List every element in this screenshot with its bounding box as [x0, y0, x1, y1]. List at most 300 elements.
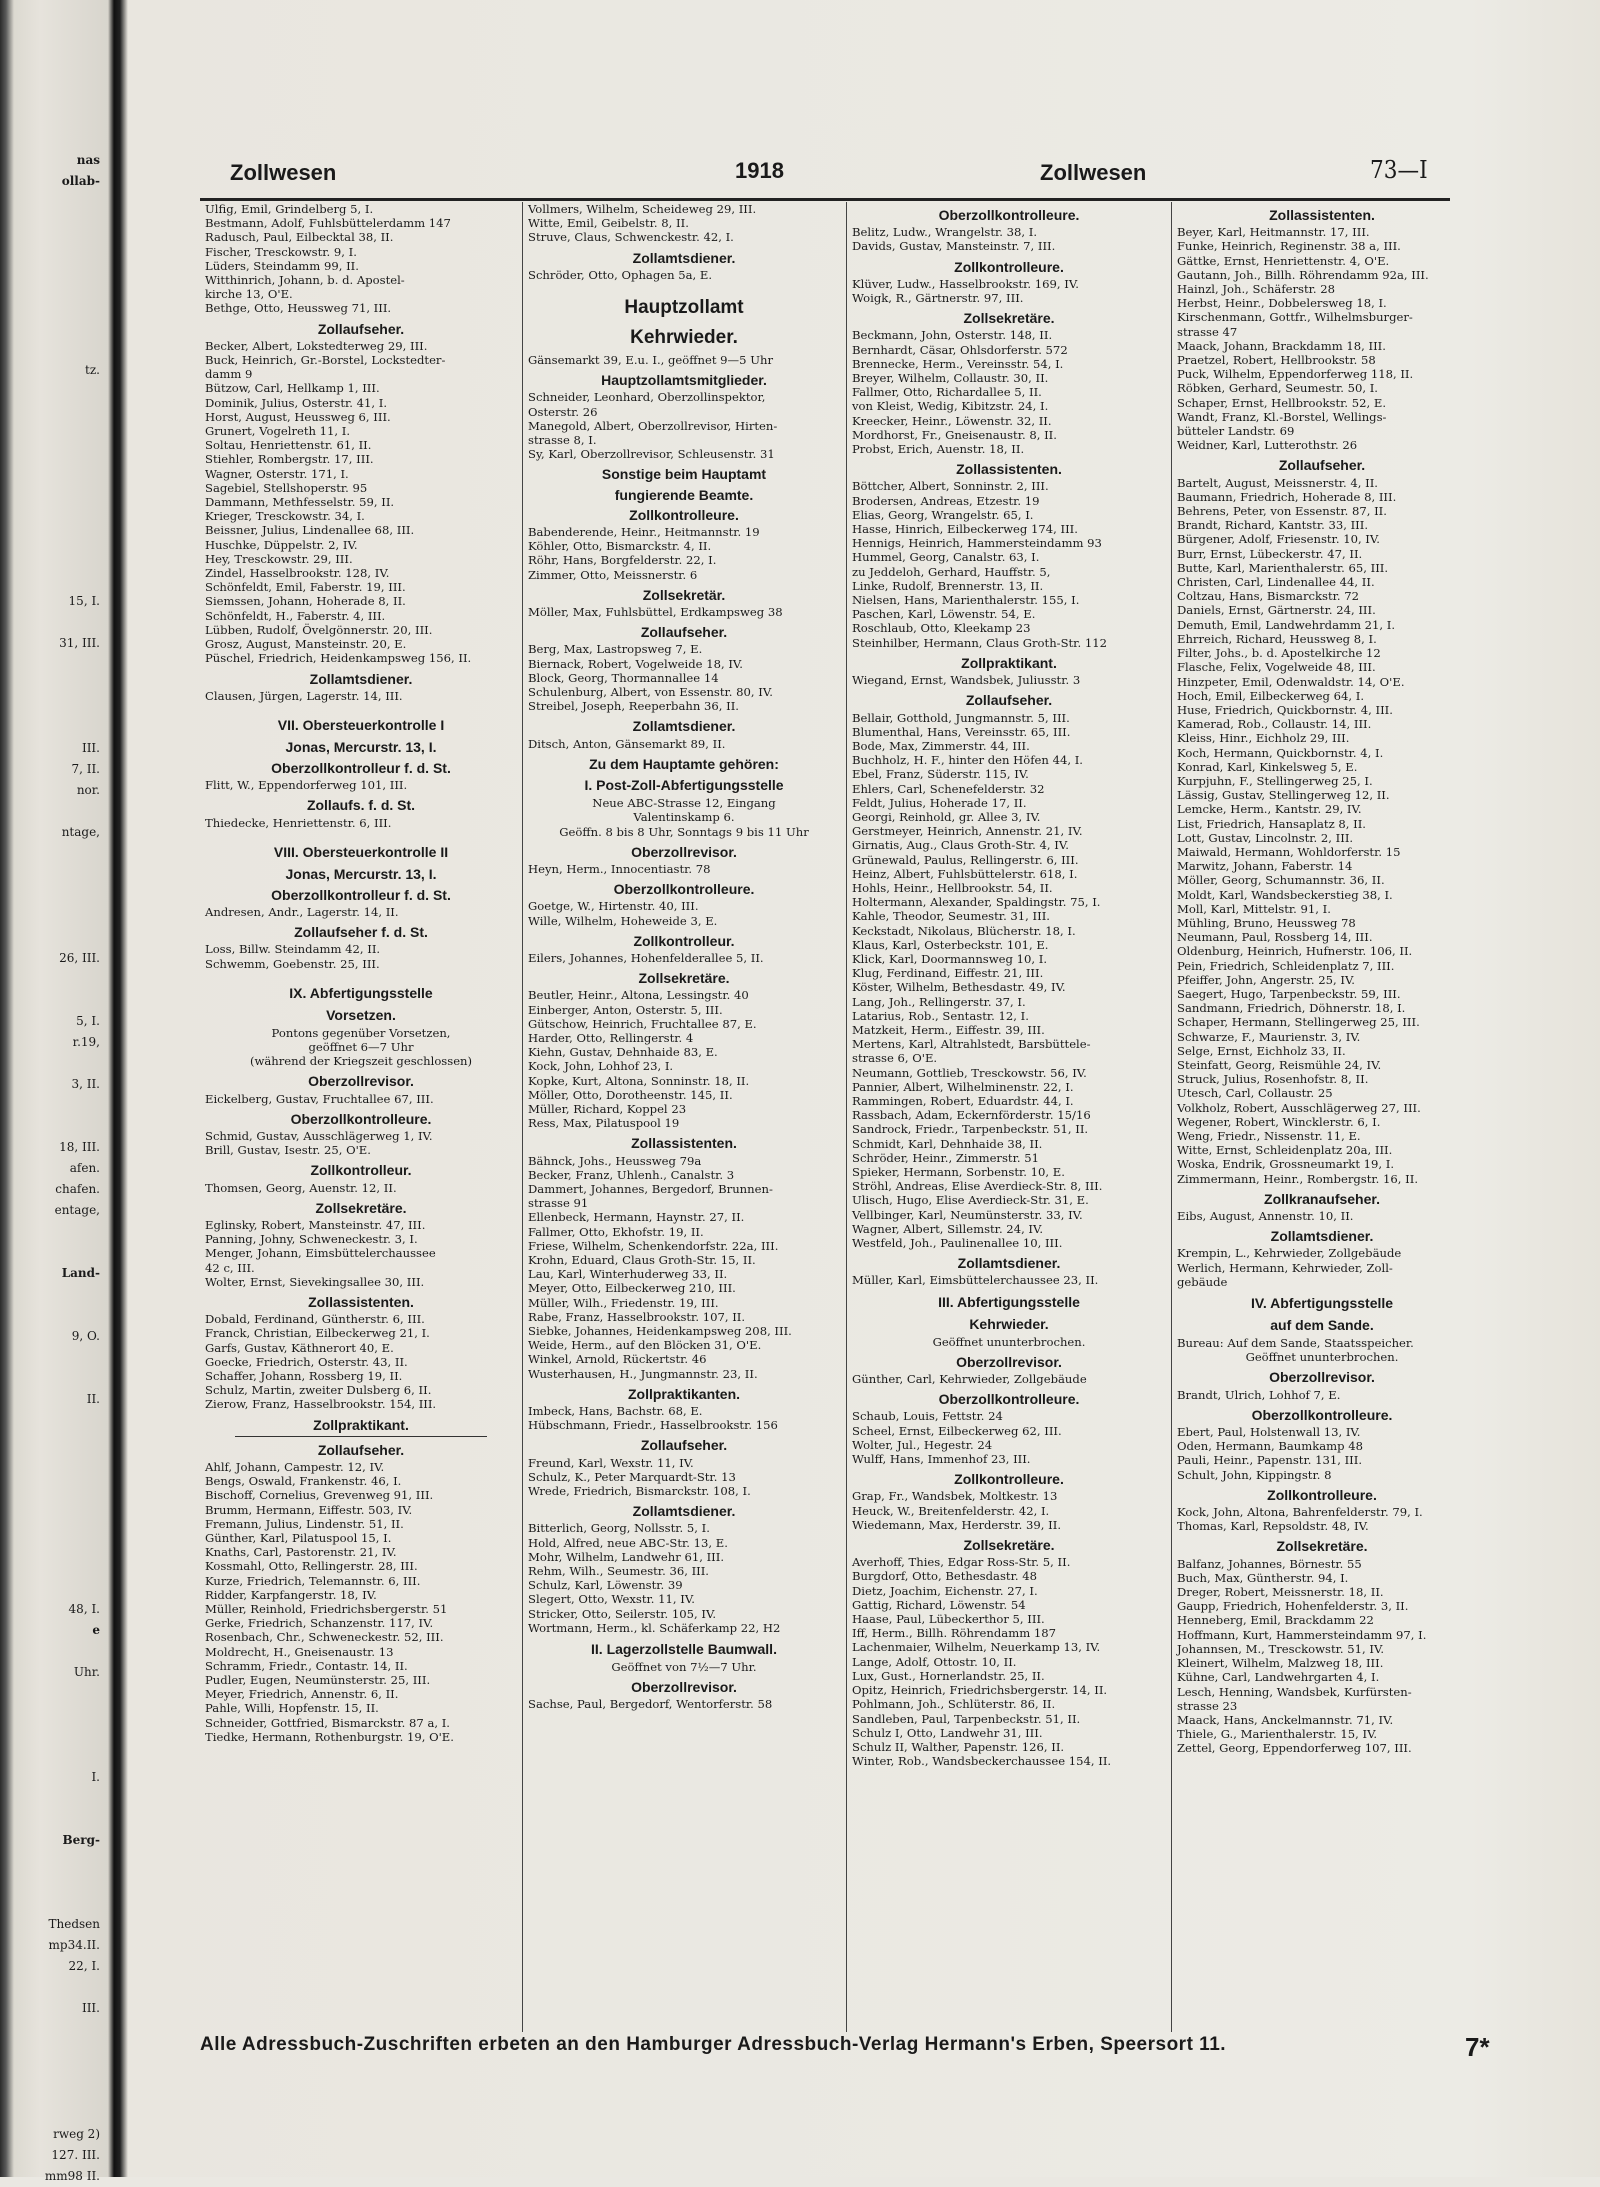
directory-entry: Fallmer, Otto, Ekhofstr. 19, II.	[528, 1224, 704, 1239]
directory-entry: Fallmer, Otto, Richardallee 5, II.	[852, 385, 1042, 400]
directory-entry: Maiwald, Hermann, Wohldorferstr. 15	[1177, 844, 1401, 859]
directory-entry: Iff, Herm., Billh. Röhrendamm 187	[852, 1626, 1056, 1641]
left-page-fragment	[0, 654, 100, 675]
directory-entry: Sandleben, Paul, Tarpenbeckstr. 51, II.	[852, 1711, 1081, 1726]
left-page-fragment	[0, 990, 100, 1011]
left-page-fragment	[0, 1578, 100, 1599]
section-heading: Zollkontrolleure.	[629, 506, 739, 523]
directory-entry: Lemcke, Herm., Kantstr. 29, IV.	[1177, 802, 1362, 817]
section-heading: Oberzollkontrolleur f. d. St.	[271, 759, 451, 776]
section-heading: Zollpraktikanten.	[627, 1385, 741, 1402]
directory-entry: Dietz, Joachim, Eichenstr. 27, I.	[852, 1583, 1038, 1598]
directory-entry: Osterstr. 26	[528, 404, 598, 419]
directory-entry: Harder, Otto, Rellingerstr. 4	[528, 1030, 694, 1045]
directory-entry: Hübschmann, Friedr., Hasselbrookstr. 156	[528, 1418, 778, 1433]
directory-entry: Brill, Gustav, Isestr. 25, O'E.	[205, 1143, 371, 1158]
directory-entry: Gerke, Friedrich, Schanzenstr. 117, IV.	[205, 1616, 434, 1631]
directory-entry: Schulz I, Otto, Landwehr 31, III.	[852, 1725, 1043, 1740]
office-title: Hauptzollamt	[624, 297, 744, 319]
section-gap	[205, 703, 517, 711]
left-page-fragment: 48, I.	[68, 1602, 100, 1616]
left-page-fragment	[0, 381, 100, 402]
left-page-fragment	[0, 1788, 100, 1809]
directory-entry: Kreecker, Heinr., Löwenstr. 32, II.	[852, 413, 1052, 428]
directory-entry: Puck, Wilhelm, Eppendorferweg 118, II.	[1177, 367, 1414, 382]
directory-entry: Wortmann, Herm., kl. Schäferkamp 22, H2	[528, 1620, 781, 1635]
section-heading: Zollsekretäre.	[638, 970, 730, 987]
left-page-fragment	[0, 528, 100, 549]
directory-entry: Butte, Karl, Marienthalerstr. 65, III.	[1177, 560, 1389, 575]
directory-entry: strasse 8, I.	[528, 433, 597, 448]
header-left-title: Zollwesen	[230, 160, 337, 185]
left-page-fragment	[0, 864, 100, 885]
directory-entry: Witte, Emil, Geibelstr. 8, II.	[528, 216, 689, 231]
directory-entry: Brodersen, Andreas, Etzestr. 19	[852, 493, 1040, 508]
directory-entry: Stiehler, Rombergstr. 17, III.	[205, 452, 374, 467]
section-heading: Zollaufseher f. d. St.	[294, 924, 428, 941]
left-page-fragment: tz.	[85, 363, 100, 377]
directory-entry: Bureau: Auf dem Sande, Staatsspeicher.	[1177, 1336, 1414, 1351]
directory-entry: Weide, Herm., auf den Blöcken 31, O'E.	[528, 1338, 762, 1353]
directory-entry: Schneider, Gottfried, Bismarckstr. 87 a, I.	[205, 1715, 450, 1730]
directory-entry: Moldt, Karl, Wandsbeckerstieg 38, I.	[1177, 887, 1393, 902]
directory-entry: Radusch, Paul, Eilbecktal 38, II.	[205, 230, 394, 245]
left-page-fragment	[0, 1494, 100, 1515]
directory-entry: Rabe, Franz, Hasselbrookstr. 107, II.	[528, 1309, 746, 1324]
directory-entry: Gänsemarkt 39, E.u. I., geöffnet 9—5 Uhr	[528, 353, 773, 368]
left-page-fragment	[0, 1746, 100, 1767]
left-page-fragment	[0, 486, 100, 507]
section-heading: Oberzollkontrolleure.	[938, 207, 1080, 223]
directory-entry: Köhler, Otto, Bismarckstr. 4, II.	[528, 539, 712, 554]
directory-entry: Babenderende, Heinr., Heitmannstr. 19	[528, 525, 760, 540]
directory-entry: Belitz, Ludw., Wrangelstr. 38, I.	[852, 225, 1038, 240]
directory-entry: Müller, Reinhold, Friedrichsbergerstr. 51	[205, 1602, 448, 1617]
directory-entry: Bischoff, Cornelius, Grevenweg 91, III.	[205, 1488, 434, 1503]
directory-entry: Ebel, Franz, Süderstr. 115, IV.	[852, 767, 1029, 782]
directory-entry: Eglinsky, Robert, Mansteinstr. 47, III.	[205, 1217, 426, 1232]
directory-entry: Berg, Max, Lastropsweg 7, E.	[528, 642, 703, 657]
directory-entry: Maack, Johann, Brackdamm 18, III.	[1177, 338, 1386, 353]
directory-entry: Lau, Karl, Winterhuderweg 33, II.	[528, 1267, 728, 1282]
left-page-fragment	[0, 696, 100, 717]
directory-entry: Sy, Karl, Oberzollrevisor, Schleusenstr. 31	[528, 447, 775, 462]
directory-entry: Ridder, Karpfangerstr. 18, IV.	[205, 1587, 377, 1602]
left-page-fragment	[0, 2019, 100, 2040]
directory-entry: Grünewald, Paulus, Rellingerstr. 6, III.	[852, 852, 1079, 867]
directory-entry: Garfs, Gustav, Käthnerort 40, E.	[205, 1340, 394, 1355]
directory-entry: Mühling, Bruno, Heussweg 78	[1177, 915, 1356, 930]
directory-entry: Haase, Paul, Lübeckerthor 5, III.	[852, 1612, 1045, 1627]
section-heading: Zollsekretäre.	[963, 310, 1055, 327]
directory-entry: Bellair, Gotthold, Jungmannstr. 5, III.	[852, 710, 1070, 725]
directory-entry: Möller, Max, Fuhlsbüttel, Erdkampsweg 38	[528, 605, 783, 620]
directory-entry: Hinzpeter, Emil, Odenwaldstr. 14, O'E.	[1177, 674, 1405, 689]
directory-entry: Bützow, Carl, Hellkamp 1, III.	[205, 381, 380, 396]
section-heading: Zollsekretäre.	[963, 1537, 1055, 1554]
left-page-fragment	[0, 675, 100, 696]
directory-entry: Ehlers, Carl, Schenefelderstr. 32	[852, 781, 1045, 796]
directory-entry: Meyer, Otto, Eilbeckerweg 210, III.	[528, 1281, 736, 1296]
office-note: Valentinskamp 6.	[633, 810, 735, 825]
directory-entry: Franck, Christian, Eilbeckerweg 21, I.	[205, 1326, 430, 1341]
directory-entry: Gütschow, Heinrich, Fruchtallee 87, E.	[528, 1016, 757, 1031]
directory-entry: Einberger, Anton, Osterstr. 5, III.	[528, 1002, 723, 1017]
left-page-fragment	[0, 2061, 100, 2082]
directory-entry: Bartelt, August, Meissnerstr. 4, II.	[1177, 475, 1378, 490]
directory-entry: Probst, Erich, Auenstr. 18, II.	[852, 442, 1025, 457]
directory-entry: Knaths, Carl, Pastorenstr. 21, IV.	[205, 1545, 397, 1560]
directory-entry: Saegert, Hugo, Tarpenbeckstr. 59, III.	[1177, 986, 1401, 1001]
left-page-fragment	[0, 801, 100, 822]
directory-entry: Dammann, Methfesselstr. 59, II.	[205, 495, 395, 510]
directory-entry: Flasche, Felix, Vogelweide 48, III.	[1177, 660, 1376, 675]
office-heading: III. Abfertigungsstelle	[938, 1293, 1080, 1310]
directory-entry: Böttcher, Albert, Sonninstr. 2, III.	[852, 479, 1049, 494]
section-gap	[205, 971, 517, 979]
left-page-fragment: 31, III.	[59, 636, 100, 650]
left-page-fragment	[0, 549, 100, 570]
directory-entry: Goecke, Friedrich, Osterstr. 43, II.	[205, 1354, 408, 1369]
section-heading: Zollamtsdiener.	[957, 1255, 1061, 1272]
section-heading: Zollassistenten.	[631, 1135, 737, 1152]
left-page-fragment: chafen.	[55, 1182, 100, 1196]
section-heading: Oberzollrevisor.	[631, 1679, 737, 1696]
directory-entry: Möller, Otto, Dorotheenstr. 145, II.	[528, 1087, 733, 1102]
left-page-fragment	[0, 1683, 100, 1704]
office-heading: IX. Abfertigungsstelle	[289, 984, 433, 1001]
directory-entry: Fremann, Julius, Lindenstr. 51, II.	[205, 1516, 404, 1531]
directory-entry: Rassbach, Adam, Eckernförderstr. 15/16	[852, 1108, 1091, 1123]
directory-entry: Friese, Wilhelm, Schenkendorfstr. 22a, III.	[528, 1238, 779, 1253]
office-note: Neue ABC-Strasse 12, Eingang	[592, 796, 776, 811]
left-page-fragment	[0, 1452, 100, 1473]
directory-entry: Witthinrich, Johann, b. d. Apostel-	[205, 273, 405, 288]
office-heading: VIII. Obersteuerkontrolle II	[273, 843, 449, 860]
left-page-fragment: Land-	[61, 1266, 100, 1280]
office-note: geöffnet 6—7 Uhr	[308, 1039, 414, 1054]
directory-entry: Kossmahl, Otto, Rellingerstr. 28, III.	[205, 1559, 418, 1574]
directory-entry: Ehrreich, Richard, Heussweg 8, I.	[1177, 631, 1377, 646]
directory-entry: Averhoff, Thies, Edgar Ross-Str. 5, II.	[852, 1555, 1071, 1570]
directory-entry: Schröder, Otto, Ophagen 5a, E.	[528, 267, 713, 282]
directory-entry: Woigk, R., Gärtnerstr. 97, III.	[852, 291, 1024, 306]
section-heading: Oberzollrevisor.	[1269, 1369, 1375, 1386]
section-heading: Zollkontrolleure.	[1267, 1486, 1377, 1503]
directory-entry: Wiegand, Ernst, Wandsbek, Juliusstr. 3	[852, 673, 1081, 688]
section-heading: Zollaufs. f. d. St.	[306, 797, 416, 814]
directory-entry: Klick, Karl, Doormannsweg 10, I.	[852, 951, 1048, 966]
directory-entry: Beutler, Heinr., Altona, Lessingstr. 40	[528, 988, 749, 1003]
directory-entry: Witte, Ernst, Schleidenplatz 20a, III.	[1177, 1143, 1393, 1158]
left-page-fragment	[0, 969, 100, 990]
directory-entry: Weng, Friedr., Nissenstr. 11, E.	[1177, 1129, 1361, 1143]
directory-entry: Becker, Franz, Uhlenh., Canalstr. 3	[528, 1167, 735, 1182]
directory-entry: Schulz, K., Peter Marquardt-Str. 13	[528, 1469, 736, 1484]
directory-entry: Henneberg, Emil, Brackdamm 22	[1177, 1613, 1374, 1628]
directory-entry: Klug, Ferdinand, Eiffestr. 21, III.	[852, 966, 1044, 981]
directory-entry: Wolter, Ernst, Sievekingsallee 30, III.	[205, 1274, 425, 1289]
section-heading: Zollamtsdiener.	[1270, 1228, 1374, 1245]
left-page-margin-fragments	[0, 150, 110, 2183]
directory-page	[130, 60, 1490, 2110]
section-heading: Zollkontrolleur.	[633, 932, 735, 949]
directory-entry: Scheel, Ernst, Eilbeckerweg 62, III.	[852, 1423, 1062, 1438]
directory-entry: Buck, Heinrich, Gr.-Borstel, Lockstedter-	[205, 353, 446, 368]
directory-entry: Spieker, Hermann, Sorbenstr. 10, E.	[852, 1165, 1065, 1179]
directory-entry: Hold, Alfred, neue ABC-Str. 13, E.	[528, 1535, 728, 1550]
left-page-fragment	[0, 1053, 100, 1074]
section-heading: Zollassistenten.	[1269, 207, 1375, 223]
office-note: Geöffnet ununterbrochen.	[932, 1334, 1086, 1349]
office-heading: I. Post-Zoll-Abfertigungsstelle	[584, 777, 784, 794]
section-heading: Oberzollkontrolleure.	[1251, 1406, 1393, 1423]
directory-entry: Bürgener, Adolf, Friesenstr. 10, IV.	[1177, 532, 1380, 547]
directory-entry: Kiehn, Gustav, Dehnhaide 83, E.	[528, 1045, 718, 1060]
left-page-fragment	[0, 507, 100, 528]
left-page-fragment	[0, 1893, 100, 1914]
directory-entry: Elias, Georg, Wrangelstr. 65, I.	[852, 507, 1034, 522]
directory-entry: Hainzl, Joh., Schäferstr. 28	[1177, 282, 1336, 297]
directory-entry: Pauli, Heinr., Papenstr. 131, III.	[1177, 1453, 1363, 1468]
section-heading: Zollassistenten.	[956, 461, 1062, 478]
directory-entry: Püschel, Friedrich, Heidenkampsweg 156, II.	[205, 651, 472, 666]
left-page-fragment	[0, 1431, 100, 1452]
directory-entry: Pannier, Albert, Wilhelminenstr. 22, I.	[852, 1079, 1074, 1094]
left-page-fragment: 7, II.	[71, 762, 100, 776]
directory-entry: Brumm, Hermann, Eiffestr. 503, IV.	[205, 1502, 413, 1517]
left-page-fragment	[0, 213, 100, 234]
section-heading: Zollaufseher.	[317, 320, 405, 337]
directory-entry: Block, Georg, Thormannallee 14	[528, 670, 719, 685]
directory-entry: Kirschenmann, Gottfr., Wilhelmsburger-	[1177, 310, 1413, 325]
directory-entry: Schulenburg, Albert, von Essenstr. 80, IV.	[528, 685, 773, 700]
directory-entry: Weidner, Karl, Lutterothstr. 26	[1177, 438, 1358, 453]
directory-entry: Andresen, Andr., Lagerstr. 14, II.	[205, 904, 399, 919]
directory-entry: Gaupp, Friedrich, Hohenfelderstr. 3, II.	[1177, 1599, 1409, 1614]
directory-entry: Wrede, Friedrich, Bismarckstr. 108, I.	[528, 1484, 751, 1499]
left-page-fragment	[0, 1284, 100, 1305]
directory-entry: Eickelberg, Gustav, Fruchtallee 67, III.	[205, 1091, 434, 1106]
directory-entry: Keckstadt, Nikolaus, Blücherstr. 18, I.	[852, 923, 1076, 938]
directory-entry: Bitterlich, Georg, Nollsstr. 5, I.	[528, 1521, 710, 1536]
directory-entry: Moll, Karl, Mittelstr. 91, I.	[1177, 901, 1331, 916]
directory-entry: Burgdorf, Otto, Bethesdastr. 48	[852, 1569, 1037, 1584]
directory-entry: Günther, Carl, Kehrwieder, Zollgebäude	[852, 1372, 1087, 1387]
directory-entry: Kock, John, Lohhof 23, I.	[528, 1059, 674, 1074]
section-heading: Oberzollkontrolleure.	[938, 1391, 1080, 1408]
directory-entry: Hoch, Emil, Eilbeckerweg 64, I.	[1177, 688, 1365, 703]
left-page-fragment	[0, 234, 100, 255]
directory-entry: Heuck, W., Breitenfelderstr. 42, I.	[852, 1503, 1050, 1518]
directory-entry: Dammert, Johannes, Bergedorf, Brunnen-	[528, 1181, 773, 1196]
section-rule	[235, 1436, 487, 1437]
directory-entry: Mordhorst, Fr., Gneisenaustr. 8, II.	[852, 427, 1057, 442]
directory-entry: Wiedemann, Max, Herderstr. 39, II.	[852, 1517, 1062, 1532]
directory-entry: Horst, August, Heussweg 6, III.	[205, 409, 391, 424]
office-note: Geöffnet von 7½—7 Uhr.	[611, 1660, 757, 1675]
office-note: Pontons gegenüber Vorsetzen,	[271, 1025, 451, 1040]
directory-entry: Brandt, Richard, Kantstr. 33, III.	[1177, 518, 1369, 533]
left-page-fragment	[0, 1242, 100, 1263]
section-heading: Zollaufseher.	[640, 624, 728, 641]
directory-entry: Biernack, Robert, Vogelweide 18, IV.	[528, 656, 743, 671]
directory-entry: Neumann, Paul, Rossberg 14, III.	[1177, 930, 1373, 945]
left-page-fragment: entage,	[54, 1203, 100, 1217]
directory-entry: Thiele, G., Marienthalerstr. 15, IV.	[1177, 1727, 1378, 1742]
section-heading: Zollassistenten.	[308, 1293, 414, 1310]
directory-entry: Zimmermann, Heinr., Rombergstr. 16, II.	[1177, 1171, 1418, 1186]
directory-entry: Heyn, Herm., Innocentiastr. 78	[528, 861, 711, 876]
directory-entry: Becker, Albert, Lokstedterweg 29, III.	[205, 338, 428, 353]
directory-entry: Zettel, Georg, Eppendorferweg 107, III.	[1177, 1741, 1412, 1756]
directory-entry: 42 c, III.	[205, 1260, 255, 1275]
directory-entry: Eilers, Johannes, Hohenfelderallee 5, II.	[528, 950, 764, 965]
directory-entry: Linke, Rudolf, Brennerstr. 13, II.	[852, 578, 1044, 593]
left-page-fragment	[0, 717, 100, 738]
office-note: Geöffn. 8 bis 8 Uhr, Sonntags 9 bis 11 Uhr	[559, 824, 809, 839]
section-heading: Zollpraktikant.	[313, 1416, 409, 1433]
directory-entry: Kurze, Friedrich, Telemannstr. 6, III.	[205, 1573, 421, 1588]
directory-entry: Tiedke, Hermann, Rothenburgstr. 19, O'E.	[205, 1729, 454, 1744]
left-page-fragment	[0, 1116, 100, 1137]
left-page-fragment	[0, 843, 100, 864]
directory-entry: Stricker, Otto, Seilerstr. 105, IV.	[528, 1606, 717, 1621]
directory-entry: Burr, Ernst, Lübeckerstr. 47, II.	[1177, 546, 1363, 561]
directory-entry: von Kleist, Wedig, Kibitzstr. 24, I.	[852, 399, 1049, 414]
directory-entry: Breyer, Wilhelm, Collaustr. 30, II.	[852, 371, 1049, 386]
directory-entry: Kleinert, Wilhelm, Malzweg 18, III.	[1177, 1656, 1384, 1671]
directory-entry: Marwitz, Johann, Faberstr. 14	[1177, 859, 1353, 874]
left-page-fragment: 127. III.	[51, 2148, 100, 2162]
header-rule	[200, 198, 1450, 201]
office-heading: VII. Obersteuerkontrolle I	[277, 716, 445, 733]
directory-entry: Demuth, Emil, Landwehrdamm 21, I.	[1177, 617, 1396, 632]
left-page-fragment: r.19,	[72, 1035, 100, 1049]
directory-entry: Woska, Endrik, Grossneumarkt 19, I.	[1177, 1157, 1395, 1172]
directory-entry: Müller, Wilh., Friedenstr. 19, III.	[528, 1295, 719, 1310]
left-page-fragment	[0, 297, 100, 318]
directory-entry: Ahlf, Johann, Campestr. 12, IV.	[205, 1460, 385, 1475]
left-page-fragment: 22, I.	[68, 1959, 100, 1973]
directory-entry: Bengs, Oswald, Frankenstr. 46, I.	[205, 1474, 402, 1489]
directory-entry: damm 9	[205, 367, 253, 382]
directory-entry: Brandt, Ulrich, Lohhof 7, E.	[1177, 1387, 1341, 1402]
directory-entry: Steinhilber, Hermann, Claus Groth-Str. 112	[852, 635, 1107, 650]
directory-entry: Goetge, W., Hirtenstr. 40, III.	[528, 899, 699, 914]
section-heading: Zollamtsdiener.	[632, 718, 736, 735]
left-page-fragment	[0, 276, 100, 297]
directory-entry: Holtermann, Alexander, Spaldingstr. 75, I.	[852, 895, 1101, 910]
directory-entry: Lux, Gust., Hornerlandstr. 25, II.	[852, 1668, 1045, 1683]
section-heading: Oberzollrevisor.	[631, 843, 737, 860]
directory-entry: Hennigs, Heinrich, Hammersteindamm 93	[852, 536, 1102, 551]
section-heading: Zollkontrolleure.	[954, 258, 1064, 275]
directory-entry: Müller, Karl, Eimsbüttelerchaussee 23, II.	[852, 1273, 1099, 1288]
directory-entry: Struck, Julius, Rosenhofstr. 8, II.	[1177, 1072, 1369, 1087]
left-page-fragment	[0, 1977, 100, 1998]
directory-entry: Girnatis, Aug., Claus Groth-Str. 4, IV.	[852, 838, 1069, 853]
left-page-fragment: III.	[81, 2001, 100, 2015]
left-page-fragment: Uhr.	[73, 1665, 100, 1679]
directory-entry: Sandmann, Friedrich, Döhnerstr. 18, I.	[1177, 1001, 1406, 1016]
column-3	[852, 202, 1166, 2032]
directory-entry: Schmidt, Karl, Dehnhaide 38, II.	[852, 1136, 1043, 1151]
section-gap	[528, 282, 840, 290]
section-heading: Oberzollrevisor.	[308, 1073, 414, 1090]
directory-entry: Ströhl, Andreas, Elise Averdieck-Str. 8, III.	[852, 1179, 1103, 1194]
left-page-fragment	[0, 1305, 100, 1326]
directory-entry: Lott, Gustav, Lincolnstr. 2, III.	[1177, 830, 1354, 845]
section-heading: Oberzollrevisor.	[956, 1353, 1062, 1370]
left-page-fragment	[0, 1095, 100, 1116]
left-page-fragment: Berg-	[62, 1833, 100, 1847]
left-page-fragment	[0, 1221, 100, 1242]
directory-entry: Pudler, Eugen, Neumünsterstr. 25, III.	[205, 1673, 431, 1688]
page-header	[190, 140, 1460, 190]
directory-entry: List, Friedrich, Hansaplatz 8, II.	[1177, 816, 1366, 831]
directory-entry: Wille, Wilhelm, Hoheweide 3, E.	[528, 913, 718, 928]
directory-entry: Streibel, Joseph, Reeperbahn 36, II.	[528, 699, 739, 714]
directory-entry: Zindel, Hasselbrookstr. 128, IV.	[205, 566, 390, 581]
directory-entry: strasse 23	[1177, 1698, 1238, 1713]
left-page-fragment	[0, 1557, 100, 1578]
directory-entry: Huschke, Düppelstr. 2, IV.	[205, 537, 358, 552]
directory-entry: Wusterhausen, H., Jungmannstr. 23, II.	[528, 1366, 758, 1381]
column-1	[205, 202, 517, 2032]
directory-entry: Hoffmann, Kurt, Hammersteindamm 97, I.	[1177, 1627, 1427, 1642]
directory-entry: gebäude	[1177, 1274, 1228, 1289]
directory-entry: Thomsen, Georg, Auenstr. 12, II.	[205, 1180, 397, 1195]
left-page-fragment: nas	[76, 153, 100, 167]
left-page-fragment	[0, 612, 100, 633]
directory-entry: Clausen, Jürgen, Lagerstr. 14, III.	[205, 688, 403, 703]
directory-entry: Filter, Johs., b. d. Apostelkirche 12	[1177, 646, 1381, 661]
directory-entry: Rammingen, Robert, Eduardstr. 44, I.	[852, 1093, 1074, 1108]
directory-entry: Sagebiel, Stellshoperstr. 95	[205, 480, 368, 495]
directory-entry: Bethge, Otto, Heussweg 71, III.	[205, 301, 392, 316]
directory-entry: Mohr, Wilhelm, Landwehr 61, III.	[528, 1549, 725, 1564]
directory-entry: Ress, Max, Pilatuspool 19	[528, 1116, 680, 1131]
directory-entry: Wandt, Franz, Kl.-Borstel, Wellings-	[1177, 409, 1387, 424]
left-page-fragment	[0, 2103, 100, 2124]
left-page-fragment	[0, 1641, 100, 1662]
directory-entry: Grosz, August, Mansteinstr. 20, E.	[205, 637, 407, 652]
directory-entry: Heinz, Albert, Fuhlsbüttelerstr. 618, I.	[852, 866, 1078, 881]
directory-entry: Bode, Max, Zimmerstr. 44, III.	[852, 738, 1030, 753]
left-page-fragment: II.	[86, 1392, 100, 1406]
office-heading: Kehrwieder.	[969, 1315, 1049, 1332]
directory-entry: Ditsch, Anton, Gänsemarkt 89, II.	[528, 736, 726, 751]
directory-entry: Gerstmeyer, Heinrich, Annenstr. 21, IV.	[852, 824, 1083, 839]
section-heading: Zollkontrolleur.	[310, 1162, 412, 1179]
directory-entry: Wegener, Robert, Wincklerstr. 6, I.	[1177, 1114, 1381, 1129]
directory-entry: Brennecke, Herm., Vereinsstr. 54, I.	[852, 356, 1064, 371]
left-page-fragment: mm98 II.	[44, 2169, 100, 2183]
directory-entry: Funke, Heinrich, Reginenstr. 38 a, III.	[1177, 239, 1401, 254]
header-year: 1918	[735, 158, 784, 183]
directory-entry: Bähnck, Johs., Heussweg 79a	[528, 1153, 702, 1168]
directory-entry: Flitt, W., Eppendorferweg 101, III.	[205, 778, 408, 793]
directory-entry: Buchholz, H. F., hinter den Höfen 44, I.	[852, 753, 1083, 768]
directory-entry: Bestmann, Adolf, Fuhlsbüttelerdamm 147	[205, 216, 451, 231]
directory-entry: Huse, Friedrich, Quickbornstr. 4, III.	[1177, 702, 1393, 717]
directory-entry: Koch, Hermann, Quickbornstr. 4, I.	[1177, 745, 1384, 760]
signature-mark: 7*	[1465, 2032, 1490, 2062]
left-page-fragment	[0, 1515, 100, 1536]
directory-entry: Röbken, Gerhard, Seumestr. 50, I.	[1177, 381, 1378, 396]
directory-entry: Loss, Billw. Steindamm 42, II.	[205, 942, 381, 957]
